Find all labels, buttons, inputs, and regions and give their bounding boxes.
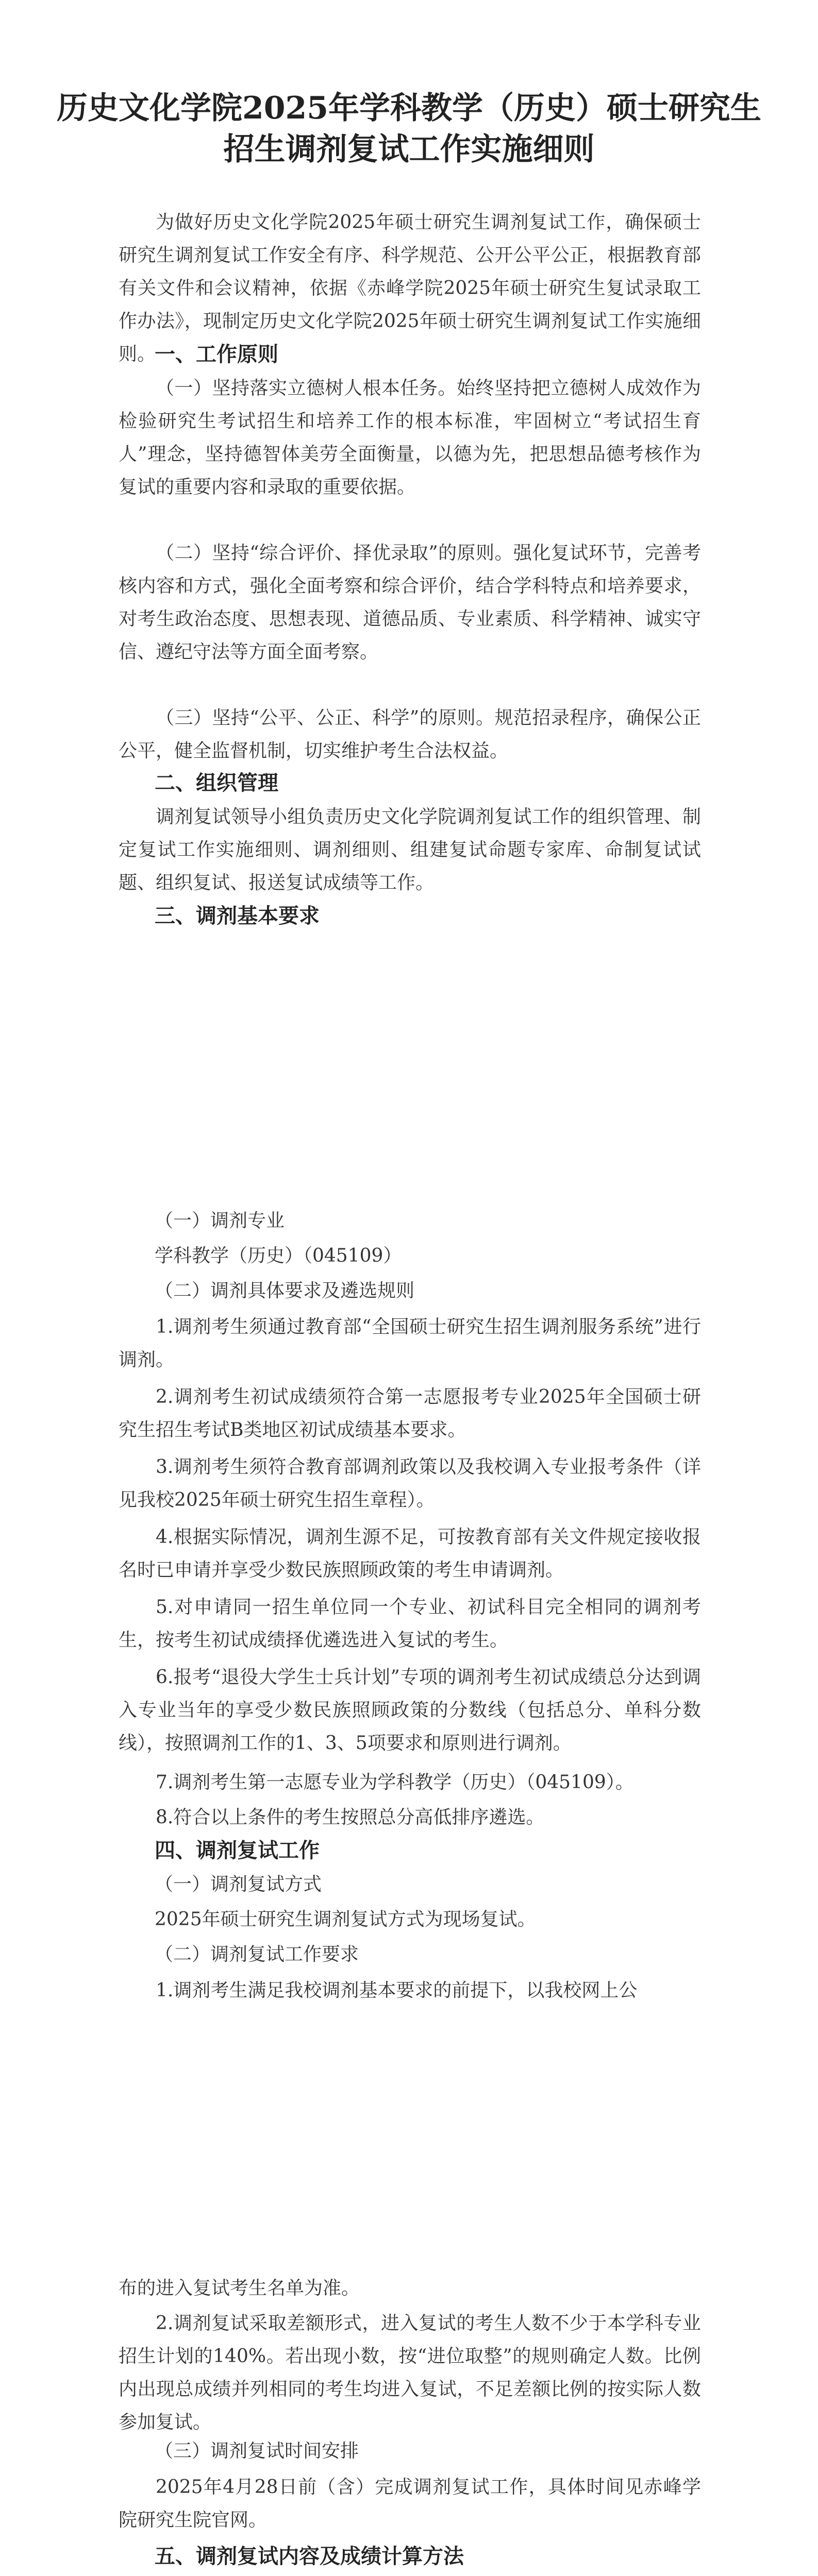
retest-time: 2025年4月28日前（含）完成调剂复试工作，具体时间见赤峰学院研究生院官网。: [119, 2477, 701, 2531]
major-name: 学科教学（历史）（045109）: [155, 1245, 402, 1266]
retest-mode: 2025年硕士研究生调剂复试方式为现场复试。: [155, 1909, 536, 1930]
document-title-line-1: 历史文化学院2025年学科教学（历史）硕士研究生: [57, 90, 761, 126]
requirement-2: 2.调剂复试采取差额形式，进入复试的考生人数不少于本学科专业招生计划的140%。若出现小数，按“进位取整”的规则确定人数。比例内出现总成绩并列相同的考生均进入复试，不足差额比例的按实际人数参加复试。: [119, 2313, 701, 2433]
section-4-sub-1: （一）调剂复试方式: [155, 1874, 322, 1895]
rule-item-4: 4.根据实际情况，调剂生源不足，可按教育部有关文件规定接收报名时已申请并享受少数民族照顾政策的考生申请调剂。: [119, 1527, 701, 1581]
section-4-heading: 四、调剂复试工作: [155, 1838, 320, 1862]
rule-item-8: 8.符合以上条件的考生按照总分高低排序遴选。: [156, 1807, 545, 1828]
rule-item-2: 2.调剂考生初试成绩须符合第一志愿报考专业2025年全国硕士研究生招生考试B类地区初试成绩基本要求。: [119, 1386, 701, 1440]
section-4-sub-2: （二）调剂复试工作要求: [155, 1944, 359, 1965]
rule-item-7: 7.调剂考生第一志愿专业为学科教学（历史）（045109）。: [156, 1772, 634, 1793]
section-3-heading: 三、调剂基本要求: [155, 904, 320, 928]
section-1-paragraph-2: （二）坚持“综合评价、择优录取”的原则。强化复试环节，完善考核内容和方式，强化全面考察和综合评价，结合学科特点和培养要求，对考生政治态度、思想表现、道德品质、专业素质、科学精神、诚实守信、遵纪守法等方面全面考察。: [119, 543, 701, 663]
section-1-heading: 一、工作原则: [155, 342, 278, 366]
section-3-sub-1: （一）调剂专业: [155, 1210, 285, 1231]
section-2-paragraph: 调剂复试领导小组负责历史文化学院调剂复试工作的组织管理、制定复试工作实施细则、调剂细则、组建复试命题专家库、命制复试试题、组织复试、报送复试成绩等工作。: [119, 806, 701, 893]
section-3-sub-2: （二）调剂具体要求及遴选规则: [155, 1280, 415, 1301]
section-4-sub-3: （三）调剂复试时间安排: [155, 2441, 359, 2462]
section-1-paragraph-3: （三）坚持“公平、公正、科学”的原则。规范招录程序，确保公正公平，健全监督机制，切实维护考生合法权益。: [119, 707, 701, 761]
requirement-1-part-1: 1.调剂考生满足我校调剂基本要求的前提下，以我校网上公: [156, 1980, 638, 2001]
requirement-1-part-2: 布的进入复试考生名单为准。: [119, 2278, 360, 2299]
section-1-paragraph-1: （一）坚持落实立德树人根本任务。始终坚持把立德树人成效作为检验研究生考试招生和培养工作的根本标准，牢固树立“考试招生育人”理念，坚持德智体美劳全面衡量，以德为先，把思想品德考核作为复试的重要内容和录取的重要依据。: [119, 378, 701, 498]
rule-item-5: 5.对申请同一招生单位同一个专业、初试科目完全相同的调剂考生，按考生初试成绩择优遴选进入复试的考生。: [119, 1597, 701, 1651]
rule-item-1: 1.调剂考生须通过教育部“全国硕士研究生招生调剂服务系统”进行调剂。: [119, 1316, 701, 1370]
section-5-heading: 五、调剂复试内容及成绩计算方法: [155, 2544, 464, 2568]
rule-item-6: 6.报考“退役大学生士兵计划”专项的调剂考生初试成绩总分达到调入专业当年的享受少数民族照顾政策的分数线（包括总分、单科分数线），按照调剂工作的1、3、5项要求和原则进行调剂。: [119, 1667, 701, 1754]
intro-paragraph: 为做好历史文化学院2025年硕士研究生调剂复试工作，确保硕士研究生调剂复试工作安全有序、科学规范、公开公平公正，根据教育部有关文件和会议精神，依据《赤峰学院2025年硕士研究生复试录取工作办法》，现制定历史文化学院2025年硕士研究生调剂复试工作实施细则。: [119, 212, 701, 365]
section-2-heading: 二、组织管理: [155, 771, 278, 795]
rule-item-3: 3.调剂考生须符合教育部调剂政策以及我校调入专业报考条件（详见我校2025年硕士研究生招生章程）。: [119, 1456, 701, 1511]
document-title-line-2: 招生调剂复试工作实施细则: [223, 131, 595, 167]
